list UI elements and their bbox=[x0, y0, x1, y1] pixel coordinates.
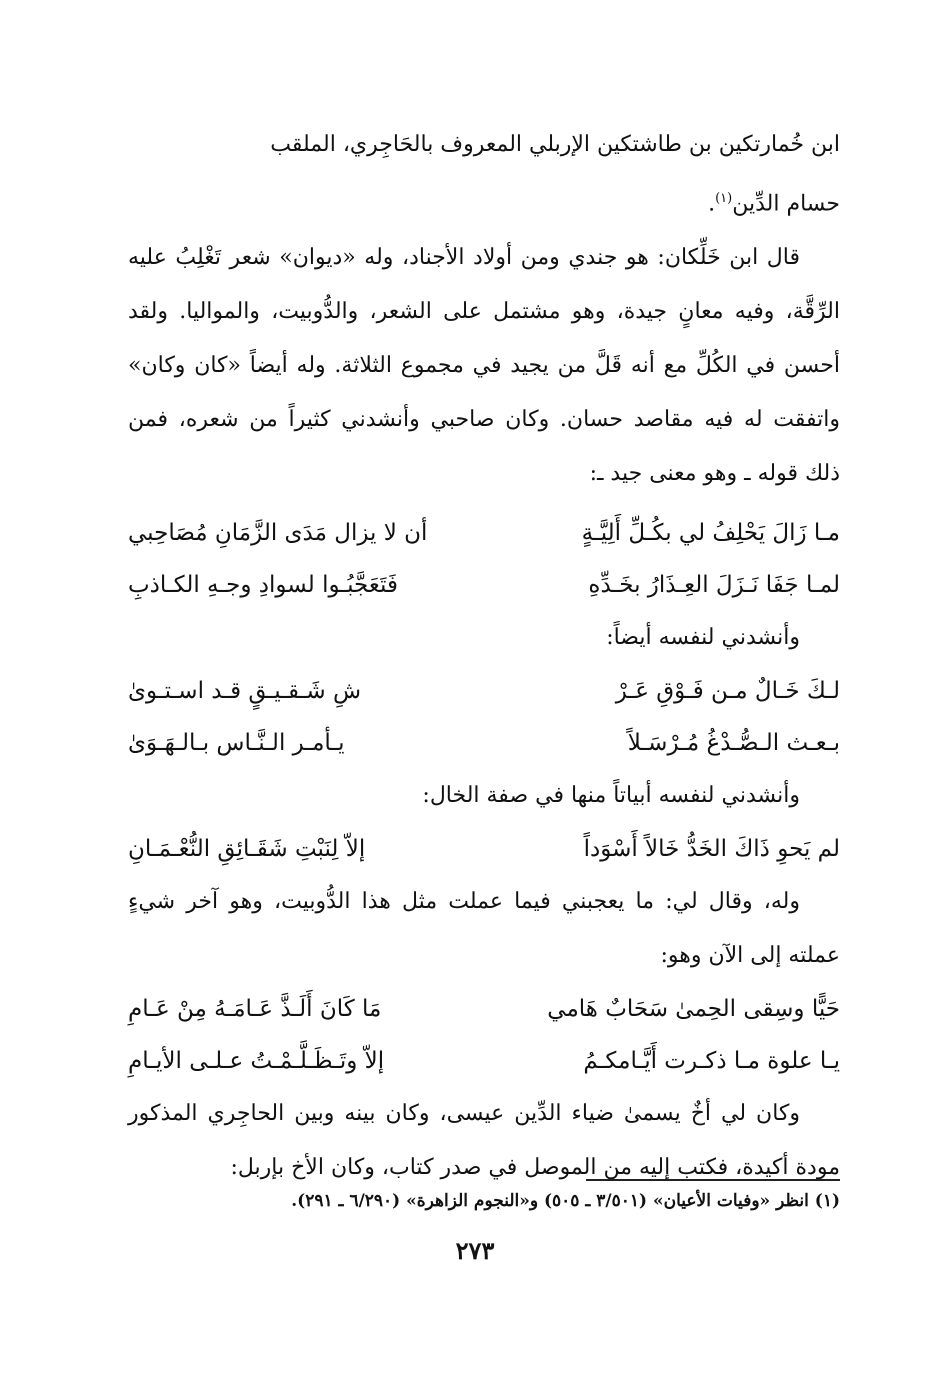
verse-hemistich-first: بـعـث الـصُّـدْغُ مُـرْسَـلاً bbox=[627, 730, 840, 757]
verse-hemistich-first: لم يَحوِ ذَاكَ الخَدُّ خَالاً أَسْوَداً bbox=[583, 836, 840, 863]
paragraph-brother: وكان لي أخٌ يسمىٰ ضياء الدِّين عيسى، وكان بينه وبين الحاجِري المذكور مودة أكيدة، فكتب إليه من الموصل في صدر كتاب، وكان الأخ بإربل: bbox=[128, 1101, 840, 1181]
opening-line-2: حسام الدِّين bbox=[732, 191, 840, 217]
verse-line bbox=[128, 1035, 840, 1087]
verse-hemistich-second: إلاّ لِنَبْتِ شَقَـائِقِ النُّعْـمَـانِ bbox=[128, 836, 366, 863]
paragraph-intro-3: وأنشدني لنفسه أبياتاً منها في صفة الخال: bbox=[422, 783, 800, 809]
footnote-divider bbox=[586, 1179, 840, 1181]
paragraph-dubayt-intro: وله، وقال لي: ما يعجبني فيما عملت مثل هذا الدُّوبيت، وهو آخر شيءٍ عملته إلى الآن وهو: bbox=[128, 889, 840, 969]
verse-line bbox=[128, 665, 840, 717]
paragraph-opening bbox=[128, 118, 840, 231]
verse-hemistich-first: مـا زَالَ يَحْلِفُ لي بكُـلِّ أَلِيَّـةٍ bbox=[581, 520, 840, 547]
verse-hemistich-first: يـا علوة مـا ذكـرت أَيَّـامكـمُ bbox=[583, 1048, 840, 1075]
verse-line bbox=[128, 717, 840, 769]
verse-hemistich-first: لـكَ خَـالٌ مـن فَـوْقِ عَـرْ bbox=[615, 678, 840, 705]
verse-line bbox=[128, 823, 840, 875]
paragraph-intro-2: وأنشدني لنفسه أيضاً: bbox=[606, 625, 800, 651]
opening-line-1: ابن خُمارتكين بن طاشتكين الإربلي المعروف بالحَاجِري، الملقب bbox=[270, 132, 840, 157]
verse-hemistich-second: أن لا يزال مَدَى الزَّمَانِ مُصَاحِبي bbox=[128, 520, 428, 547]
verse-hemistich-first: لمـا جَفَا نَـزَلَ العِـذَارُ بخَـدِّهِ bbox=[588, 572, 840, 599]
verse-hemistich-first: حَيًّا وسِقى الحِمىٰ سَحَابٌ هَامي bbox=[547, 996, 840, 1023]
verse-line bbox=[128, 507, 840, 559]
verse-hemistich-second: شِ شَـقـيـقٍ قـد اسـتـوىٰ bbox=[128, 678, 362, 705]
footnote-marker[interactable]: (١) bbox=[715, 191, 733, 206]
opening-line-end: . bbox=[708, 191, 716, 217]
footnote: (١) انظر «وفيات الأعيان» (٣/٥٠١ ـ ٥٠٥) و«النجوم الزاهرة» (٦/٢٩٠ ـ ٢٩١). bbox=[291, 1191, 840, 1211]
verse-hemistich-second: يـأمـر الـنَّـاس بـالـهَـوَىٰ bbox=[128, 730, 345, 757]
verse-hemistich-second: فَتَعَجَّبُـوا لسوادِ وجـهِ الكـاذبِ bbox=[128, 572, 398, 599]
main-text bbox=[128, 118, 840, 1195]
verse-line bbox=[128, 983, 840, 1035]
verse-hemistich-second: إلاّ وتَـظَـلَّـمْـتُ عـلـى الأيـامِ bbox=[128, 1048, 385, 1075]
paragraph-ibn-khallikan: قال ابن خَلِّكان: هو جندي ومن أولاد الأجناد، وله «ديوان» شعر تَغْلِبُ عليه الرِّقَّة، وفيه معانٍ جيدة، وهو مشتمل على الشعر، والدُّوبيت، والمواليا. ولقد أحسن في الكُلِّ مع أنه قَلَّ من يجيد في مجموع الثلاثة. وله أيضاً «كان وكان» واتفقت له فيه مقاصد حسان. وكان صاحبي وأنشدني كثيراً من شعره، فمن ذلك قوله ـ وهو معنى جيد ـ: bbox=[128, 245, 840, 487]
verse-line bbox=[128, 559, 840, 611]
verse-hemistich-second: مَا كَانَ أَلَـذَّ عَـامَـهُ مِنْ عَـامِ bbox=[128, 996, 382, 1023]
page-number: ٢٧٣ bbox=[455, 1236, 495, 1265]
